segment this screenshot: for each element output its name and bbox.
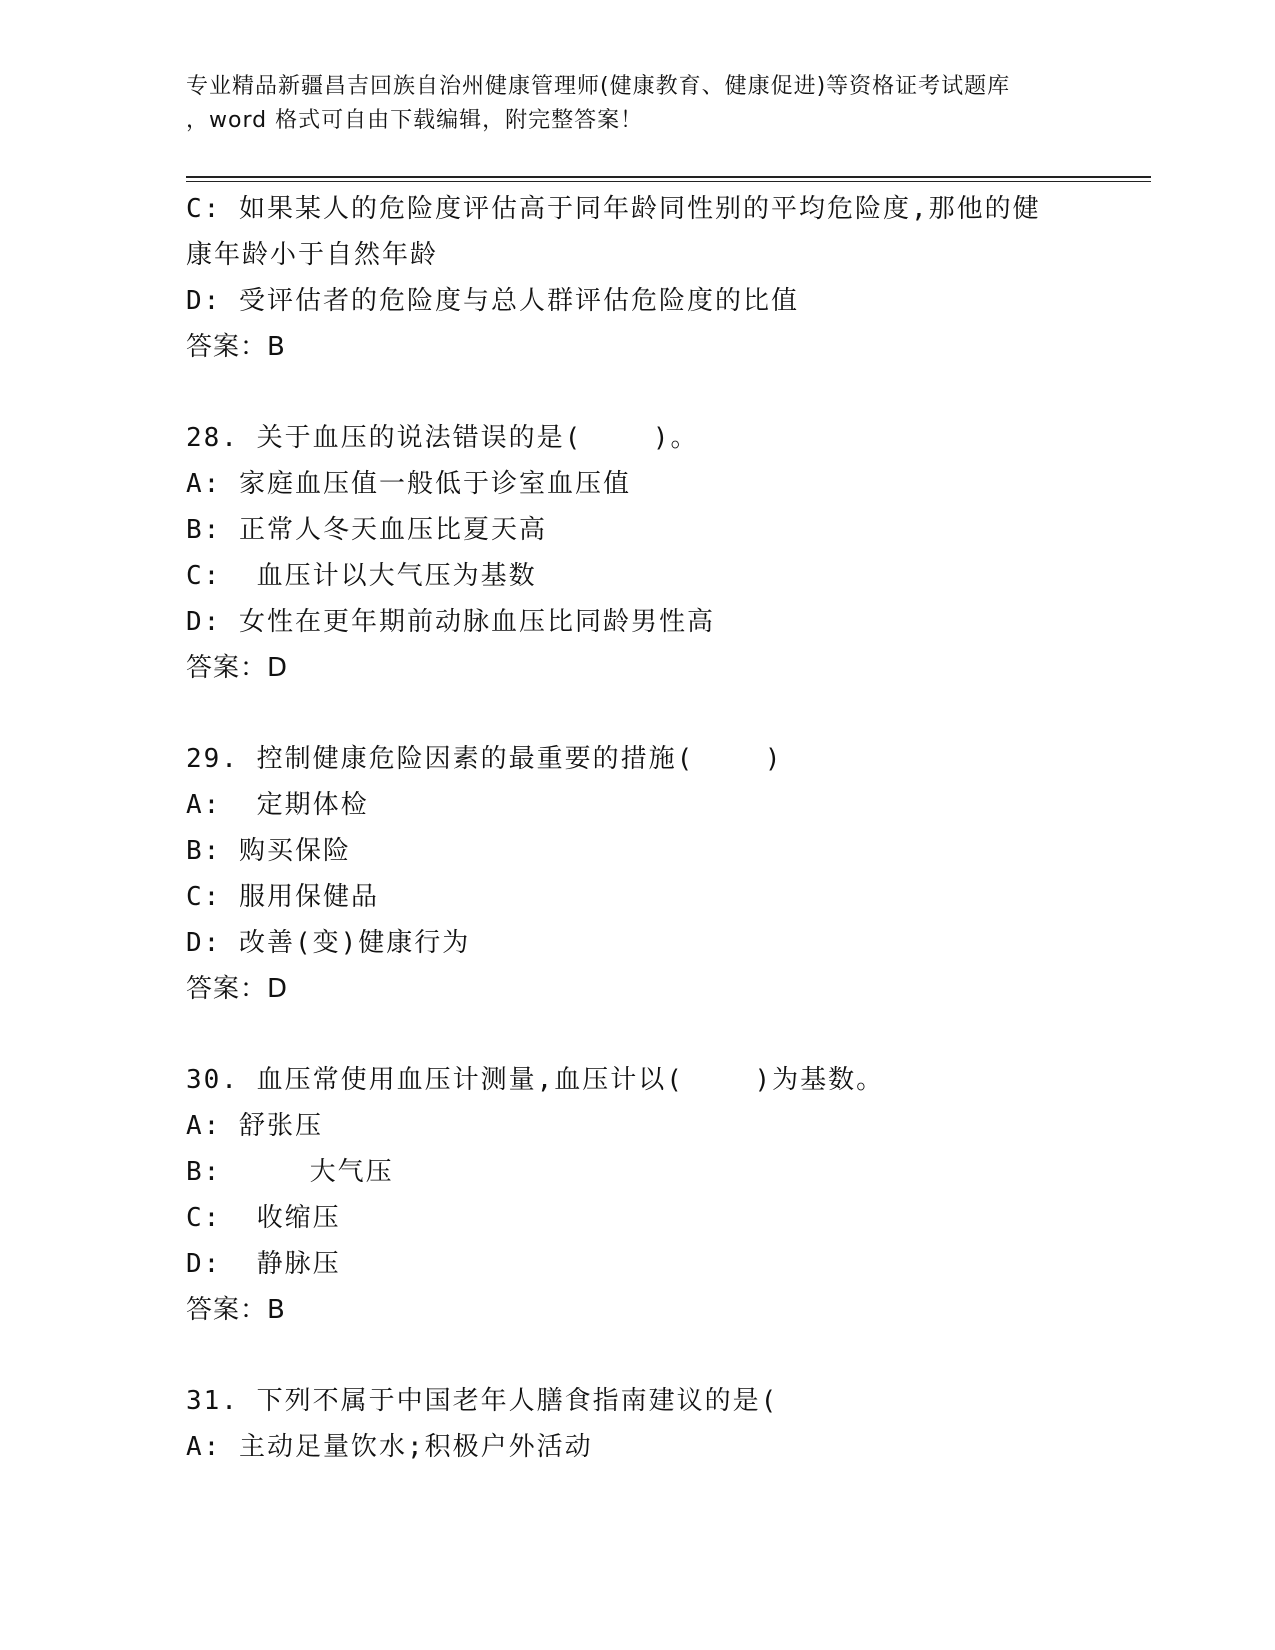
answer-label: 答案：D xyxy=(186,653,289,683)
option-a: A: 主动足量饮水;积极户外活动 xyxy=(186,1432,593,1462)
header-divider-bottom xyxy=(186,181,1151,182)
option-b: B: 购买保险 xyxy=(186,836,351,866)
previous-question-tail xyxy=(186,186,1146,370)
option-b: B: 正常人冬天血压比夏天高 xyxy=(186,515,547,545)
option-a: A: 定期体检 xyxy=(186,790,369,820)
option-d: D: 受评估者的危险度与总人群评估危险度的比值 xyxy=(186,286,799,316)
answer-label: 答案：B xyxy=(186,332,286,362)
option-c: C: 服用保健品 xyxy=(186,882,379,912)
header-title-line-2: ，word 格式可自由下载编辑，附完整答案！ xyxy=(186,108,644,133)
option-a: A: 家庭血压值一般低于诊室血压值 xyxy=(186,469,631,499)
answer-label: 答案：D xyxy=(186,974,289,1004)
question-list xyxy=(186,186,1146,1470)
question-31 xyxy=(186,1378,1146,1470)
option-c: C: 如果某人的危险度评估高于同年龄同性别的平均危险度,那他的健 xyxy=(186,194,1041,224)
question-28 xyxy=(186,415,1146,691)
spacer xyxy=(186,691,1146,736)
spacer xyxy=(186,1333,1146,1378)
option-c: C: 血压计以大气压为基数 xyxy=(186,561,537,591)
option-d: D: 女性在更年期前动脉血压比同龄男性高 xyxy=(186,607,715,637)
spacer xyxy=(186,370,1146,415)
question-stem: 31. 下列不属于中国老年人膳食指南建议的是( xyxy=(186,1386,779,1416)
question-stem: 30. 血压常使用血压计测量,血压计以( )为基数。 xyxy=(186,1065,885,1095)
answer-label: 答案：B xyxy=(186,1295,286,1325)
option-d: D: 静脉压 xyxy=(186,1249,341,1279)
option-c: C: 收缩压 xyxy=(186,1203,341,1233)
question-stem: 28. 关于血压的说法错误的是( )。 xyxy=(186,423,699,453)
spacer xyxy=(186,1012,1146,1057)
option-c-continued: 康年龄小于自然年龄 xyxy=(186,240,439,270)
header-title-line-1: 专业精品新疆昌吉回族自治州健康管理师(健康教育、健康促进)等资格证考试题库 xyxy=(186,74,1011,99)
question-30 xyxy=(186,1057,1146,1333)
question-stem: 29. 控制健康危险因素的最重要的措施( ) xyxy=(186,744,783,774)
option-a: A: 舒张压 xyxy=(186,1111,323,1141)
option-b: B: 大气压 xyxy=(186,1157,394,1187)
header-divider-top xyxy=(186,176,1151,178)
option-d: D: 改善(变)健康行为 xyxy=(186,928,471,958)
question-29 xyxy=(186,736,1146,1012)
document-header xyxy=(186,70,1126,138)
